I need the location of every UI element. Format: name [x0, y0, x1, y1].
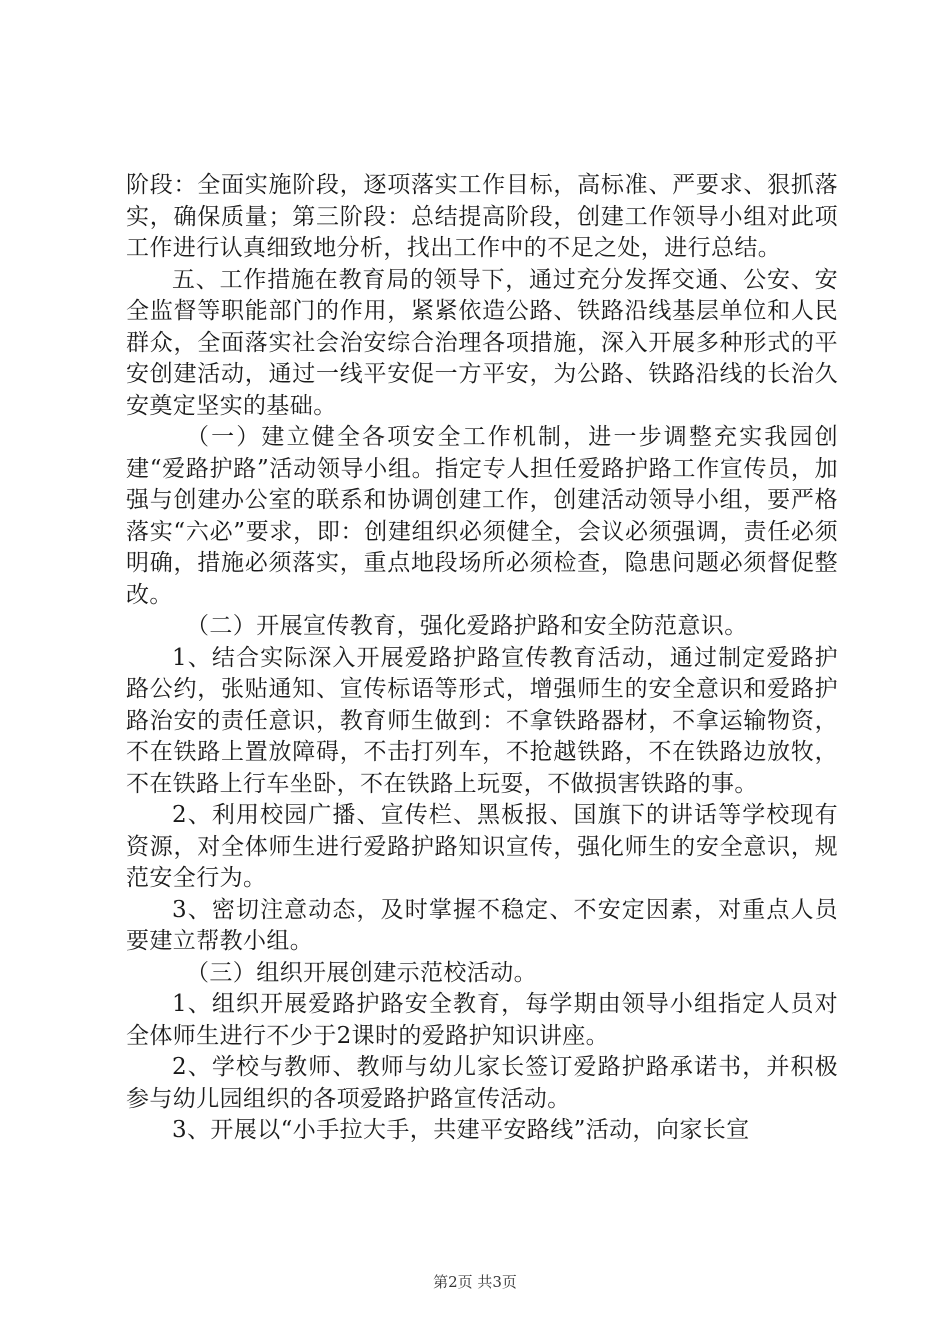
paragraph-work-measures: 五、工作措施在教育局的领导下，通过充分发挥交通、公安、安全监督等职能部门的作用，紧紧依造公路、铁路沿线基层单位和人民群众，全面落实社会治安综合治理各项措施，深入开展多种形式的平安创建活动，通过一线平安促一方平安，为公路、铁路沿线的长治久安奠定坚实的基础。	[126, 266, 838, 419]
document-body	[126, 170, 838, 1147]
paragraph-stage-continuation: 阶段：全面实施阶段，逐项落实工作目标，高标准、严要求、狠抓落实，确保质量；第三阶段：总结提高阶段，创建工作领导小组对此项工作进行认真细致地分析，找出工作中的不足之处，进行总结。	[126, 172, 838, 261]
paragraph-section-1: （一）建立健全各项安全工作机制，进一步调整充实我园创建“爱路护路”活动领导小组。指定专人担任爱路护路工作宣传员，加强与创建办公室的联系和协调创建工作，创建活动领导小组，要严格落实“六必”要求，即：创建组织必须健全，会议必须强调，责任必须明确，措施必须落实，重点地段场所必须检查，隐患问题必须督促整改。	[126, 424, 838, 608]
paragraph-section-2-item-2: 2、利用校园广播、宣传栏、黑板报、国旗下的讲话等学校现有资源，对全体师生进行爱路护路知识宣传，强化师生的安全意识，规范安全行为。	[126, 802, 838, 891]
paragraph-section-3-item-3: 3、开展以“小手拉大手，共建平安路线”活动，向家长宣	[172, 1117, 750, 1143]
paragraph-section-2-item-1: 1、结合实际深入开展爱路护路宣传教育活动，通过制定爱路护路公约，张贴通知、宣传标语等形式，增强师生的安全意识和爱路护路治安的责任意识，教育师生做到：不拿铁路器材，不拿运输物资，不在铁路上置放障碍，不击打列车，不抢越铁路，不在铁路边放牧，不在铁路上行车坐卧，不在铁路上玩耍，不做损害铁路的事。	[126, 644, 838, 797]
paragraph-section-3-heading: （三）组织开展创建示范校活动。	[186, 959, 537, 986]
paragraph-section-2-item-3: 3、密切注意动态，及时掌握不稳定、不安定因素，对重点人员要建立帮教小组。	[126, 896, 838, 954]
paragraph-section-3-item-2: 2、学校与教师、教师与幼儿家长签订爱路护路承诺书，并积极参与幼儿园组织的各项爱路护路宣传活动。	[126, 1054, 838, 1112]
paragraph-section-2-heading: （二）开展宣传教育，强化爱路护路和安全防范意识。	[186, 613, 748, 639]
paragraph-section-3-item-1: 1、组织开展爱路护路安全教育，每学期由领导小组指定人员对全体师生进行不少于2课时的爱路护知识讲座。	[126, 991, 838, 1049]
page-number-footer: 第2页 共3页	[433, 1273, 517, 1291]
